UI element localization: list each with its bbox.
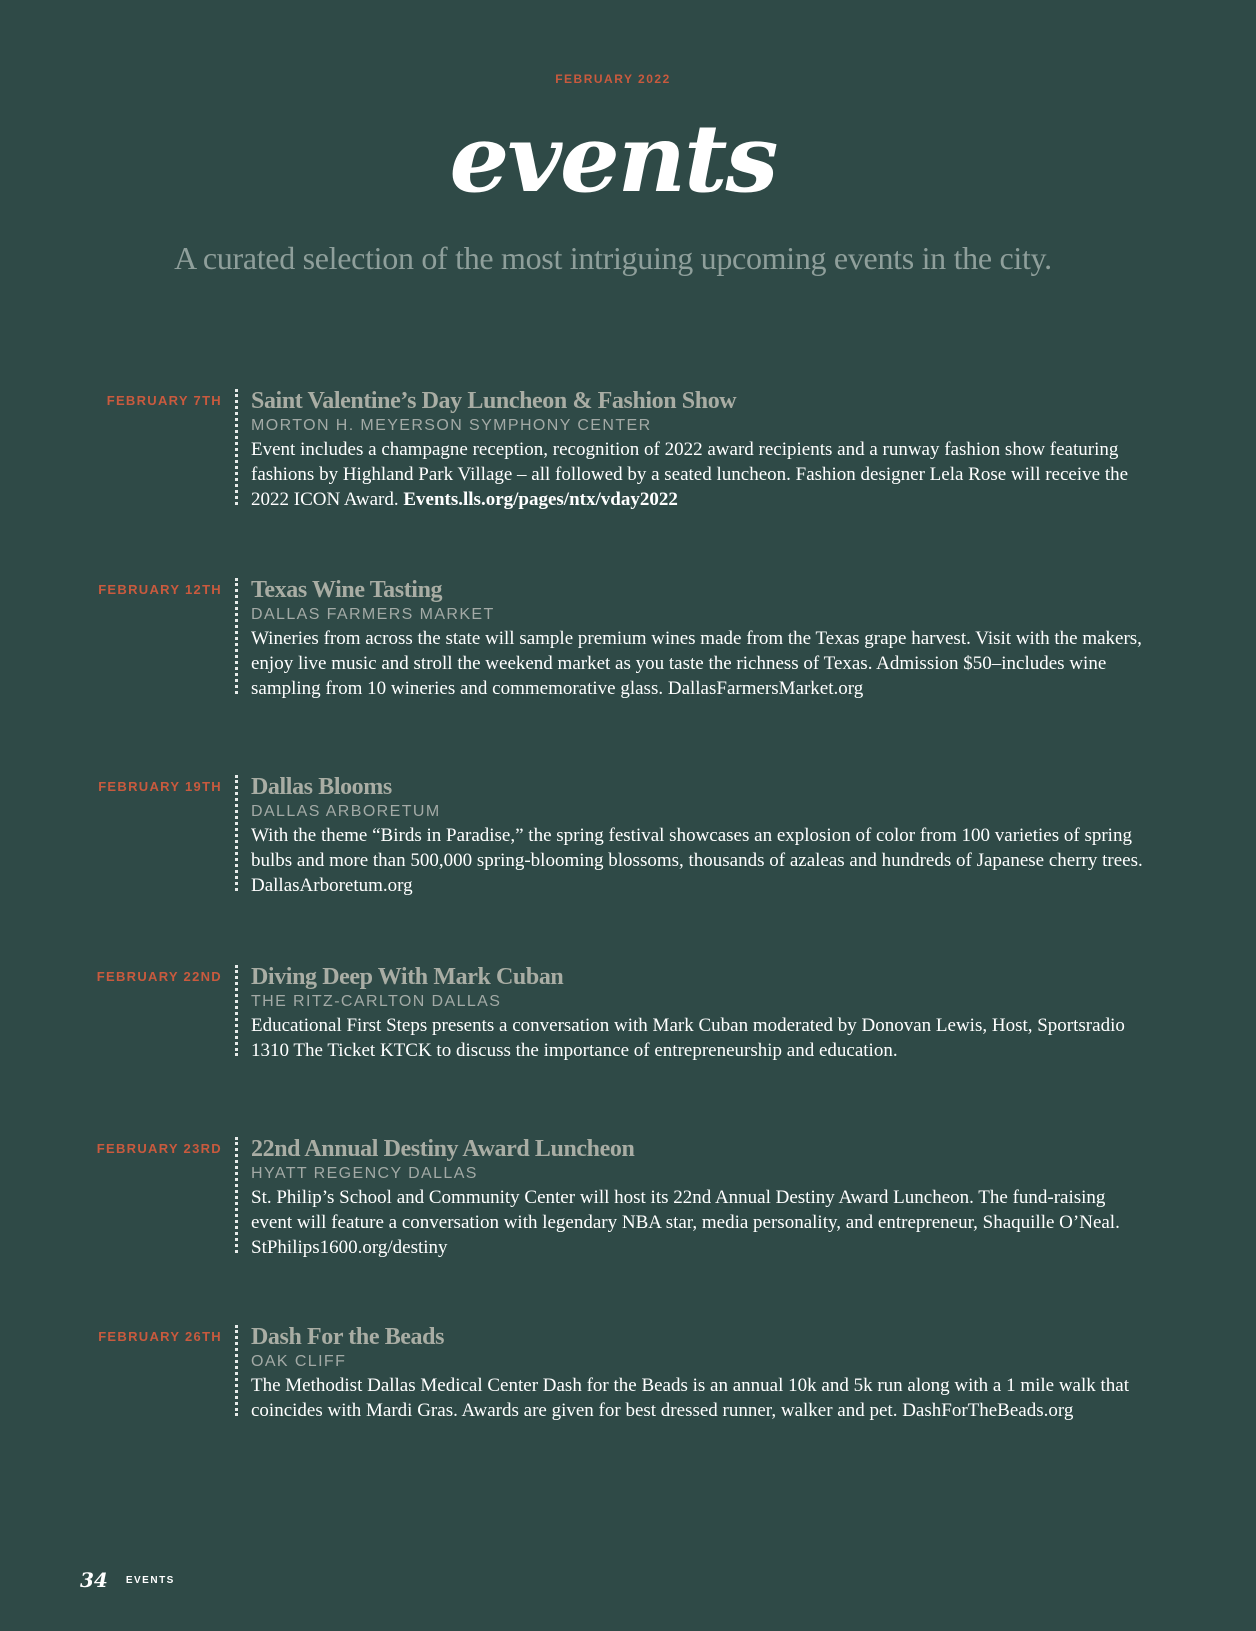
event-venue: THE RITZ-CARLTON DALLAS [251, 993, 502, 1010]
event-description [251, 437, 1151, 512]
page-title: events [449, 104, 777, 214]
event-description: The Methodist Dallas Medical Center Dash for the Beads is an annual 10k and 5k run along with a 1 mile walk that coincides with Mardi Gras. Awards are given for best dressed runner, walker and pet. DashForTheBeads.org [251, 1375, 1130, 1421]
event-description: Educational First Steps presents a conversation with Mark Cuban moderated by Donovan Lewis, Host, Sportsradio 1310 The Ticket KTCK to discuss the importance of entrepreneurship and education. [251, 1015, 1125, 1061]
event-date: FEBRUARY 19TH [98, 779, 222, 794]
dotted-divider [235, 1137, 238, 1253]
event-title: 22nd Annual Destiny Award Luncheon [251, 1136, 635, 1162]
dotted-divider [235, 965, 238, 1056]
event-description: Wineries from across the state will sample premium wines made from the Texas grape harvest. Visit with the makers, enjoy live music and stroll the weekend market as you taste the richness of Texas. Admission $50–includes wine sampling from 10 wineries and commemorative glass. DallasFarmersMarket.org [251, 628, 1142, 699]
event-date: FEBRUARY 7TH [106, 393, 222, 408]
dotted-divider [235, 389, 238, 505]
event-title: Diving Deep With Mark Cuban [251, 964, 564, 990]
dotted-divider [235, 775, 238, 891]
event-title: Texas Wine Tasting [251, 577, 443, 603]
event-description: St. Philip’s School and Community Center will host its 22nd Annual Destiny Award Luncheon. The fund-raising event will feature a conversation with legendary NBA star, media personality, and entrepreneur, Shaquille O’Neal. StPhilips1600.org/destiny [251, 1187, 1120, 1258]
event-description: With the theme “Birds in Paradise,” the spring festival showcases an explosion of color from 100 varieties of spring bulbs and more than 500,000 spring-blooming blossoms, thousands of azaleas and hundreds of Japanese cherry trees. DallasArboretum.org [251, 825, 1143, 896]
page-number: 34 [80, 1568, 108, 1592]
event-title: Saint Valentine’s Day Luncheon & Fashion Show [251, 388, 737, 414]
event-date: FEBRUARY 23RD [96, 1141, 222, 1156]
event-description-text: Event includes a champagne reception, recognition of 2022 award recipients and a runway fashion show featuring fashions by Highland Park Village – all followed by a seated luncheon. Fashion designer Lela Rose will receive the 2022 ICON Award. [251, 439, 1129, 510]
event-venue: DALLAS ARBORETUM [251, 803, 441, 820]
dotted-divider [235, 578, 238, 694]
event-title: Dallas Blooms [251, 774, 392, 800]
event-venue: OAK CLIFF [251, 1353, 347, 1370]
event-date: FEBRUARY 26TH [98, 1329, 222, 1344]
event-date: FEBRUARY 12TH [98, 582, 222, 597]
event-title: Dash For the Beads [251, 1324, 445, 1350]
issue-date: FEBRUARY 2022 [555, 72, 671, 86]
dotted-divider [235, 1325, 238, 1416]
event-link[interactable]: Events.lls.org/pages/ntx/vday2022 [403, 489, 678, 510]
event-venue: MORTON H. MEYERSON SYMPHONY CENTER [251, 417, 652, 434]
page-footer [80, 1568, 175, 1592]
event-venue: DALLAS FARMERS MARKET [251, 606, 495, 623]
page-subtitle: A curated selection of the most intriguing upcoming events in the city. [174, 240, 1052, 276]
event-date: FEBRUARY 22ND [96, 969, 222, 984]
event-venue: HYATT REGENCY DALLAS [251, 1165, 478, 1182]
footer-section-label: EVENTS [125, 1574, 175, 1586]
